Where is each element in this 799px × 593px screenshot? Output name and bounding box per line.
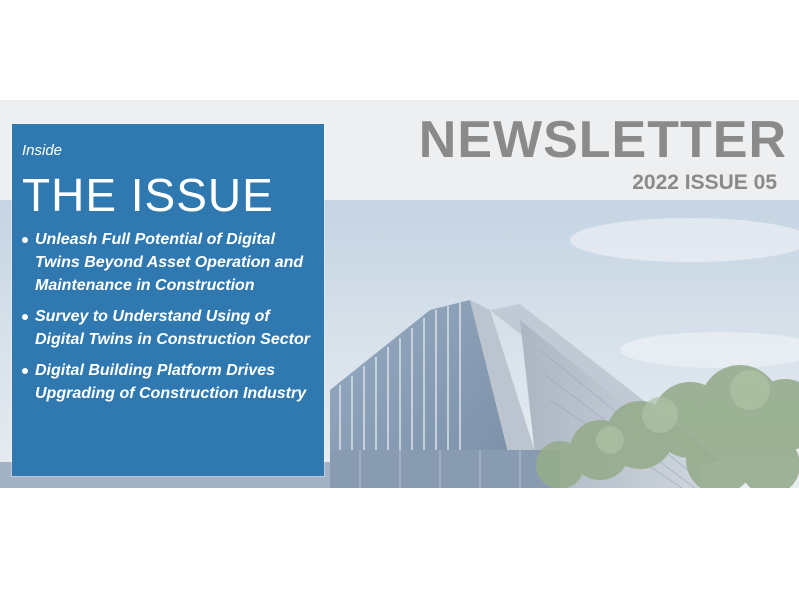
contents-item[interactable] — [22, 228, 314, 297]
contents-item-text: Unleash Full Potential of Digital Twins Beyond Asset Operation and Maintenance in Construction — [35, 231, 304, 294]
contents-list — [22, 228, 314, 405]
issue-heading: THE ISSUE — [22, 169, 274, 221]
contents-item-text: Survey to Understand Using of Digital Twins in Construction Sector — [35, 308, 310, 348]
inside-label: Inside — [22, 142, 63, 159]
contents-item[interactable] — [22, 305, 314, 351]
header-banner — [0, 100, 799, 488]
bullet-icon — [22, 314, 28, 320]
bullet-icon — [22, 237, 28, 243]
contents-item-text: Digital Building Platform Drives Upgrading of Construction Industry — [35, 362, 307, 402]
contents-item[interactable] — [22, 359, 314, 405]
inside-the-issue-panel — [12, 124, 324, 476]
issue-number: 2022 ISSUE 05 — [632, 171, 777, 194]
newsletter-title: NEWSLETTER — [418, 111, 787, 169]
bullet-icon — [22, 368, 28, 374]
